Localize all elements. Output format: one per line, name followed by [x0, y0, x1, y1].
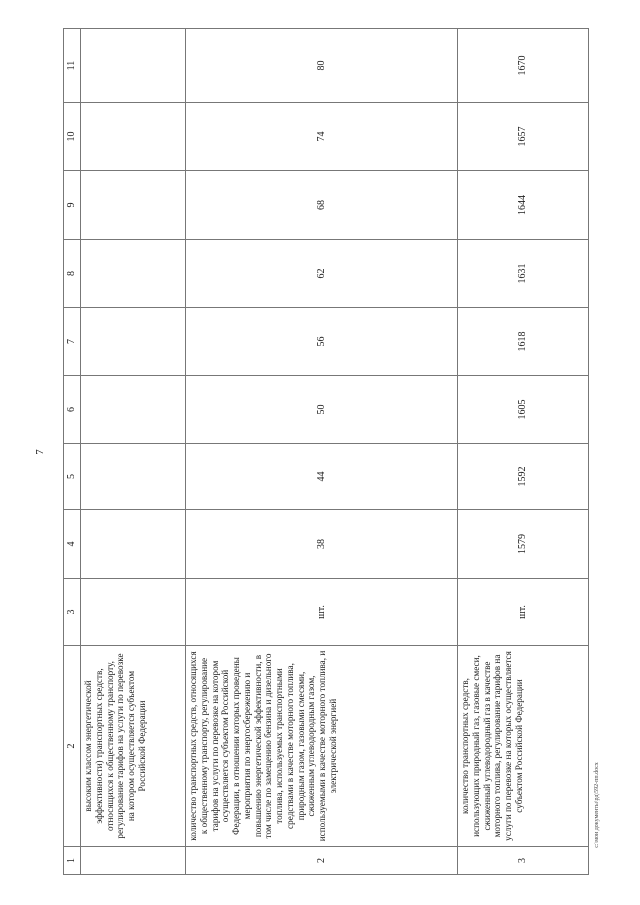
- column-header: 4: [64, 510, 81, 579]
- value-cell: 1670: [458, 29, 589, 103]
- table-cell: [81, 847, 186, 875]
- value-cell: 1657: [458, 103, 589, 171]
- table-cell: [81, 308, 186, 376]
- table-header-row: [64, 29, 81, 875]
- column-header: 8: [64, 240, 81, 308]
- value-cell: 44: [186, 444, 458, 510]
- value-cell: 68: [186, 171, 458, 240]
- table-cell: [81, 29, 186, 103]
- column-header: 1: [64, 847, 81, 875]
- table-cell: [81, 376, 186, 444]
- table-cell: [81, 444, 186, 510]
- indicator-description: количество транспортных средств, использующих природный газ, газовые смеси, сжиженный углеводородный газ в качестве моторного топлива, регулирование тарифов на услуги по перевозке на которых осуществляется субъектом Российской Федерации: [458, 646, 589, 847]
- table-row: [186, 29, 458, 875]
- column-header: 11: [64, 29, 81, 103]
- table-row: [458, 29, 589, 875]
- indicator-description: количество транспортных средств, относящихся к общественному транспорту, регулирование тарифов на услуги по перевозке на котором осуществляется субъектом Российской Федерации, в отношении которых проведены мероприятия по энергосбережению и повышению энергетической эффективности, в том числе по замещению бензина и дизельного топлива, используемых транспортными средствами в качестве моторного топлива, природным газом, газовыми смесями, сжиженным углеводородным газом, используемыми в качестве моторного топлива, и электрической энергией: [186, 646, 458, 847]
- unit-cell: шт.: [186, 579, 458, 646]
- row-number: 2: [186, 847, 458, 875]
- column-header: 9: [64, 171, 81, 240]
- value-cell: 80: [186, 29, 458, 103]
- footer-file-path: c:\мои документы\рд\592-пп.docx: [594, 762, 600, 848]
- table-row: [81, 29, 186, 875]
- table-cell: [81, 240, 186, 308]
- value-cell: 1631: [458, 240, 589, 308]
- table-cell: [81, 103, 186, 171]
- value-cell: 56: [186, 308, 458, 376]
- indicator-description: высоким классом энергетической эффективности) транспортных средств, относящихся к общественному транспорту, регулирование тарифов на услуги по перевозке на котором осуществляется субъектом Российской Федерации: [81, 646, 186, 847]
- value-cell: 38: [186, 510, 458, 579]
- rotated-table-wrapper: [63, 29, 587, 875]
- column-header: 5: [64, 444, 81, 510]
- value-cell: 74: [186, 103, 458, 171]
- table-cell: [81, 510, 186, 579]
- column-header: 10: [64, 103, 81, 171]
- page-number: 7: [34, 449, 46, 455]
- row-number: 3: [458, 847, 589, 875]
- value-cell: 50: [186, 376, 458, 444]
- table-cell: [81, 171, 186, 240]
- value-cell: 1605: [458, 376, 589, 444]
- column-header: 6: [64, 376, 81, 444]
- column-header: 3: [64, 579, 81, 646]
- value-cell: 1592: [458, 444, 589, 510]
- value-cell: 1644: [458, 171, 589, 240]
- indicators-table: [63, 28, 589, 875]
- column-header: 2: [64, 646, 81, 847]
- table-cell: [81, 579, 186, 646]
- value-cell: 1579: [458, 510, 589, 579]
- unit-cell: шт.: [458, 579, 589, 646]
- value-cell: 1618: [458, 308, 589, 376]
- value-cell: 62: [186, 240, 458, 308]
- column-header: 7: [64, 308, 81, 376]
